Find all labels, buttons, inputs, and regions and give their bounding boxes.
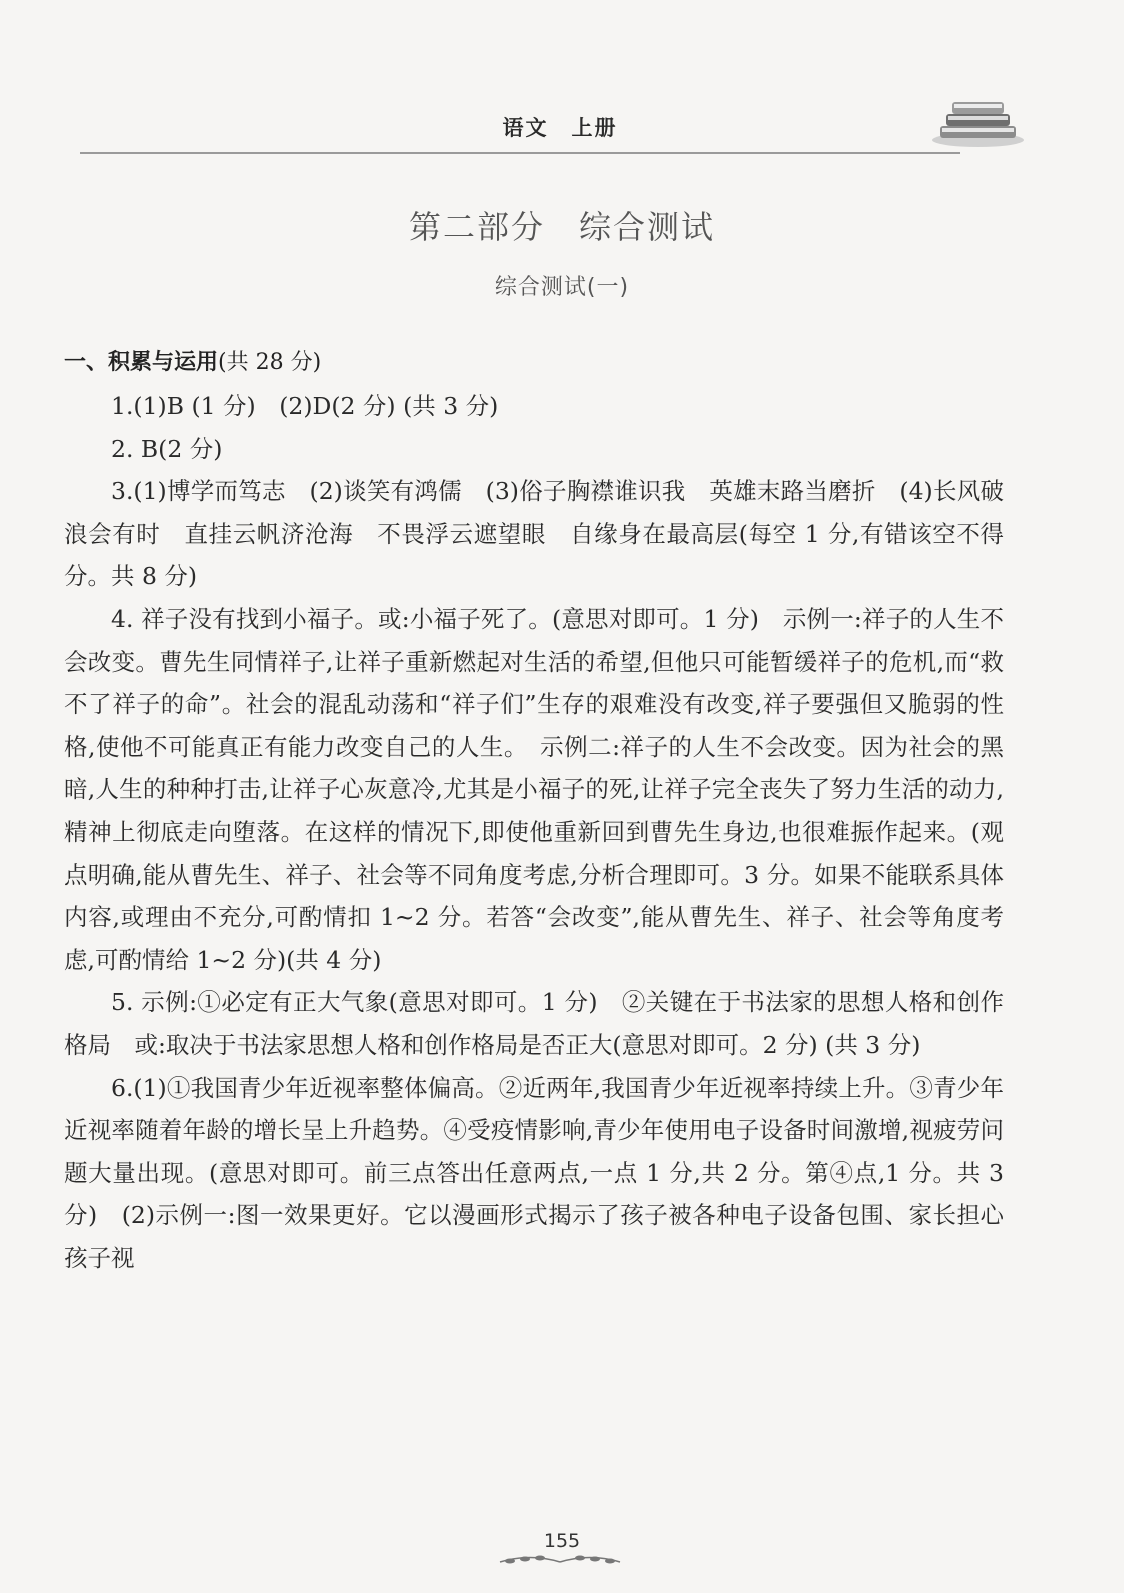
part-title: 第二部分 综合测试	[408, 208, 715, 246]
answer-paragraph: 5. 示例:①必定有正大气象(意思对即可。1 分) ②关键在于书法家的思想人格和创作格局 或:取决于书法家思想人格和创作格局是否正大(意思对即可。2 分) (共 3 分)	[64, 988, 1004, 1059]
running-header	[60, 110, 1060, 150]
answer-paragraph: 6.(1)①我国青少年近视率整体偏高。②近两年,我国青少年近视率持续上升。③青少年近视率随着年龄的增长呈上升趋势。④受疫情影响,青少年使用电子设备时间激增,视疲劳问题大量出现。(意思对即可。前三点答出任意两点,一点 1 分,共 2 分。第④点,1 分。共 3 分) (2)示例一:图一效果更好。它以漫画形式揭示了孩子被各种电子设备包围、家长担心孩子视	[64, 1073, 1004, 1272]
answer-paragraph: 2. B(2 分)	[111, 434, 223, 463]
section-score: (共 28 分)	[218, 350, 322, 375]
section-label: 一、积累与运用	[64, 350, 219, 375]
page-number: 155	[543, 1530, 581, 1552]
section-heading	[64, 345, 321, 376]
test-title: 综合测试(一)	[494, 275, 630, 300]
header-rule	[80, 152, 960, 154]
book-stack-icon	[930, 92, 1026, 148]
answer-paragraph: 3.(1)博学而笃志 (2)谈笑有鸿儒 (3)俗子胸襟谁识我 英雄末路当磨折 (4)长风破浪会有时 直挂云帆济沧海 不畏浮云遮望眼 自缘身在最高层(每空 1 分,有错该空不得分。共 8 分)	[64, 477, 1004, 591]
answer-paragraph: 4. 祥子没有找到小福子。或:小福子死了。(意思对即可。1 分) 示例一:祥子的人生不会改变。曹先生同情祥子,让祥子重新燃起对生活的希望,但他只可能暂缓祥子的危机,而“救不了祥子的命”。社会的混乱动荡和“祥子们”生存的艰难没有改变,祥子要强但又脆弱的性格,使他不可能真正有能力改变自己的人生。 示例二:祥子的人生不会改变。因为社会的黑暗,人生的种种打击,让祥子心灰意冷,尤其是小福子的死,让祥子完全丧失了努力生活的动力,精神上彻底走向堕落。在这样的情况下,即使他重新回到曹先生身边,也很难振作起来。(观点明确,能从曹先生、祥子、社会等不同角度考虑,分析合理即可。3 分。如果不能联系具体内容,或理由不充分,可酌情扣 1~2 分。若答“会改变”,能从曹先生、祥子、社会等角度考虑,可酌情给 1~2 分)(共 4 分)	[64, 604, 1004, 974]
answer-content	[64, 385, 1004, 1279]
answer-paragraph: 1.(1)B (1 分) (2)D(2 分) (共 3 分)	[111, 392, 499, 420]
laurel-ornament-icon	[470, 1552, 650, 1572]
header-title: 语文 上册	[502, 116, 618, 140]
